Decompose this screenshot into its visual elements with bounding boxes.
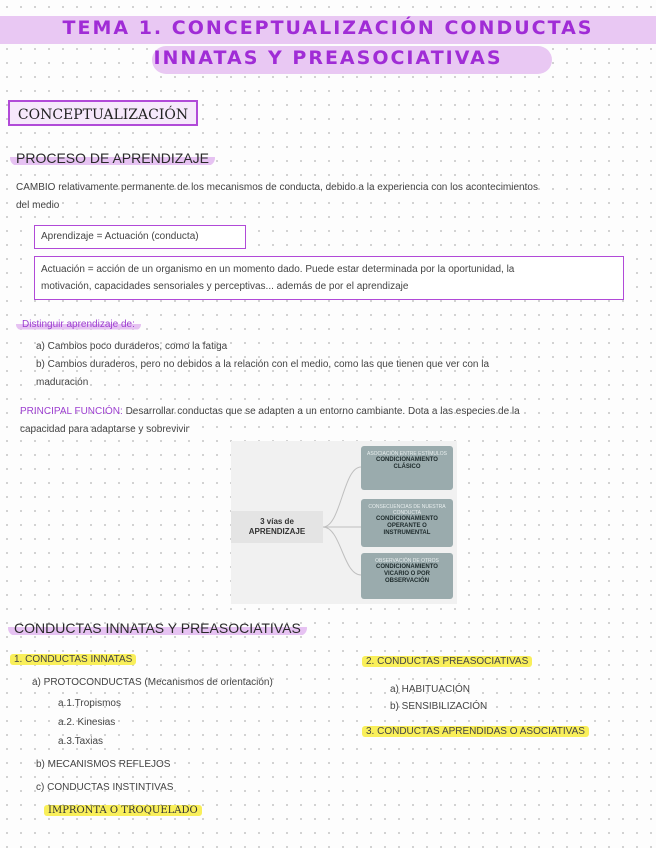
- heading-proceso-text: PROCESO DE APRENDIZAJE: [10, 150, 215, 166]
- diagram-box-sub: CONSECUENCIAS DE NUESTRA CONDUCTA: [368, 504, 446, 516]
- preasociativas-label: [362, 656, 532, 667]
- page-title-line2: INNATAS Y PREASOCIATIVAS: [153, 47, 503, 69]
- diagram-center-line1: 3 vías de: [260, 517, 294, 526]
- diagram-box-main: CONDICIONAMIENTO: [376, 457, 438, 463]
- diagram-box-main: OBSERVACIÓN: [384, 578, 430, 584]
- distinguir-label-text: Distinguir aprendizaje de:: [16, 319, 141, 330]
- diagram-box-vicario: [361, 553, 453, 599]
- taxias: a.3.Taxias: [58, 736, 104, 747]
- distinguir-label: [16, 316, 141, 334]
- funcion-line1: Desarrollar conductas que se adapten a un entorno cambiante. Dota a las especies de la: [122, 406, 520, 417]
- page-title-line1: TEMA 1. CONCEPTUALIZACIÓN CONDUCTAS: [62, 17, 594, 39]
- aprendidas-text: 3. CONDUCTAS APRENDIDAS O ASOCIATIVAS: [362, 726, 589, 737]
- formula-box: Aprendizaje = Actuación (conducta): [34, 225, 246, 249]
- section-heading-conceptualizacion: CONCEPTUALIZACIÓN: [8, 100, 198, 126]
- innatas-text: 1. CONDUCTAS INNATAS: [10, 654, 136, 665]
- aprendidas-label: [362, 726, 589, 737]
- diagram-box-main: VICARIO O POR: [383, 571, 430, 577]
- diagram-box-main: CLÁSICO: [393, 464, 421, 470]
- protoconductas: a) PROTOCONDUCTAS (Mecanismos de orientación): [32, 677, 273, 688]
- funcion-label: PRINCIPAL FUNCIÓN:: [20, 406, 123, 417]
- definition-line1: CAMBIO relativamente permanente de los mecanismos de conducta, debido a la experiencia con los acontecimientos: [16, 182, 538, 193]
- diagram-center-line2: APRENDIZAJE: [248, 527, 306, 536]
- diagram-box-main: CONDICIONAMIENTO: [376, 564, 438, 570]
- instintivas: c) CONDUCTAS INSTINTIVAS: [36, 782, 174, 793]
- diagram-box-main: OPERANTE O: [387, 523, 427, 529]
- actuacion-line2: motivación, capacidades sensoriales y perceptivas... además de por el aprendizaje: [41, 281, 409, 292]
- diagram-box-operante: [361, 499, 453, 547]
- funcion-line2: capacidad para adaptarse y sobrevivir: [20, 424, 189, 435]
- actuacion-box: [34, 256, 624, 300]
- diagram-center: [231, 511, 323, 543]
- impronta: [44, 805, 202, 816]
- definition-line2: del medio: [16, 200, 60, 211]
- diagram-box-sub: OBSERVACIÓN DE OTROS: [375, 558, 439, 564]
- reflejos: b) MECANISMOS REFLEJOS: [36, 759, 171, 770]
- diagram-box-sub: ASOCIACIÓN ENTRE ESTÍMULOS: [366, 451, 447, 457]
- sensibilizacion: b) SENSIBILIZACIÓN: [390, 701, 488, 712]
- diagram-box-main: INSTRUMENTAL: [383, 530, 431, 536]
- heading-conductas-text: CONDUCTAS INNATAS Y PREASOCIATIVAS: [8, 620, 307, 636]
- learning-diagram: [231, 441, 457, 604]
- actuacion-line1: Actuación = acción de un organismo en un momento dado. Puede estar determinada por la oportunidad, la: [41, 264, 515, 275]
- innatas-label: [10, 654, 136, 665]
- diagram-box-main: CONDICIONAMIENTO: [376, 516, 438, 522]
- distinguir-item-b: b) Cambios duraderos, pero no debidos a la relación con el medio, como las que tienen que ver con la: [36, 359, 490, 370]
- heading-proceso: [10, 150, 215, 166]
- distinguir-item-a: a) Cambios poco duraderos, como la fatiga: [36, 341, 228, 352]
- habituacion: a) HABITUACIÓN: [390, 684, 471, 695]
- preasociativas-text: 2. CONDUCTAS PREASOCIATIVAS: [362, 656, 532, 667]
- diagram-box-clasico: [361, 446, 453, 490]
- funcion-text: [20, 403, 630, 439]
- definition-text: [16, 179, 641, 215]
- heading-conductas: [8, 620, 307, 636]
- impronta-text: IMPRONTA O TROQUELADO: [44, 805, 202, 816]
- tropismos: a.1.Tropismos: [58, 698, 121, 709]
- distinguir-list: [36, 338, 636, 392]
- kinesias: a.2. Kinesias: [58, 717, 116, 728]
- distinguir-item-b-cont: maduración: [36, 377, 89, 388]
